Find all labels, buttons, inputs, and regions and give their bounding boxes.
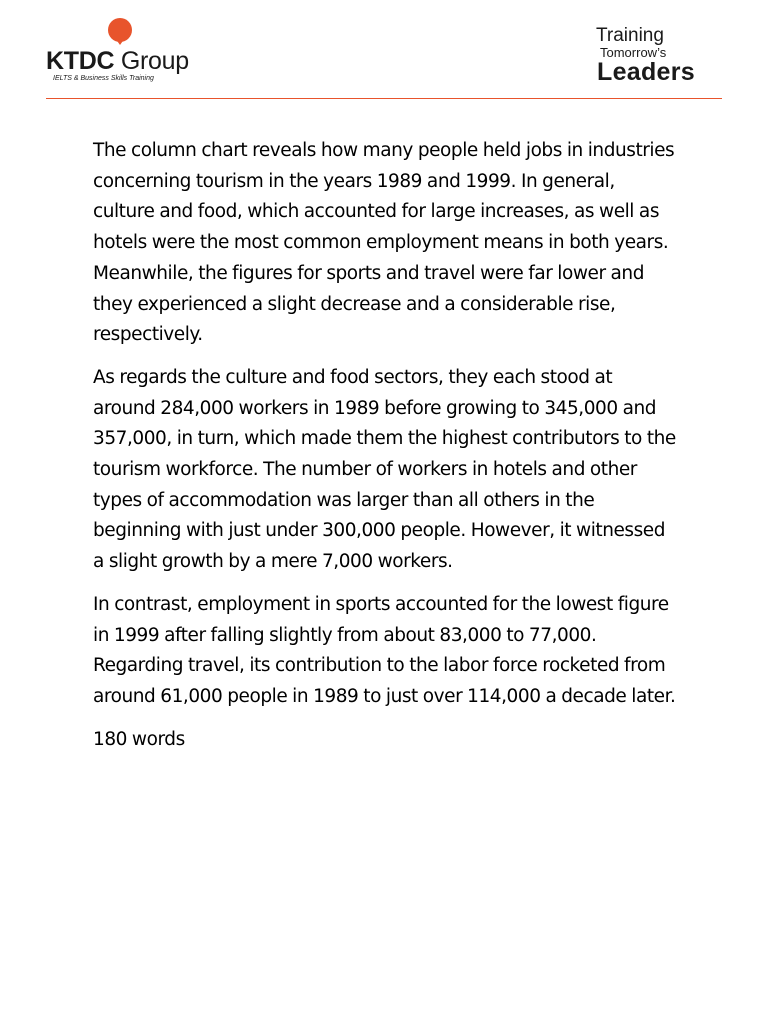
logo-brand-bold: KTDC [46,47,115,75]
essay-paragraph-3: In contrast, employment in sports accounted for the lowest figure in 1999 after falling slightly from about 83,000 to 77,000. Regarding travel, its contribution to the labor force rocketed from around 61,000 people in 1989 to just over 114,000 a decade later. [93,593,676,707]
logo-right-line1: Training [596,25,664,46]
ktdc-group-logo [46,18,206,88]
logo-brand-name [46,48,189,74]
training-leaders-logo [590,26,730,86]
essay-paragraph-2: As regards the culture and food sectors, they each stood at around 284,000 workers in 1989 before growing to 345,000 and 357,000, in turn, which made them the highest contributors to the tourism workforce. The number of workers in hotels and other types of accommodation was larger than all others in the beginning with just under 300,000 people. However, it witnessed a slight growth by a mere 7,000 workers. [93,366,676,573]
essay-paragraph-1: The column chart reveals how many people held jobs in industries concerning tourism in the years 1989 and 1999. In general, culture and food, which accounted for large increases, as well as hotels were the most common employment means in both years. Meanwhile, the figures for sports and travel were far lower and they experienced a slight decrease and a considerable rise, respectively. [93,140,675,346]
logo-right-line3: Leaders [597,58,695,86]
logo-tagline: IELTS & Business Skills Training [53,75,154,82]
speech-bubble-icon [108,18,132,42]
logo-brand-regular: Group [114,47,189,75]
page-header [0,0,768,100]
word-count: 180 words [93,728,185,750]
essay-body [93,136,678,767]
logo-right-line2: Tomorrow’s [600,45,667,60]
header-divider [46,98,722,99]
